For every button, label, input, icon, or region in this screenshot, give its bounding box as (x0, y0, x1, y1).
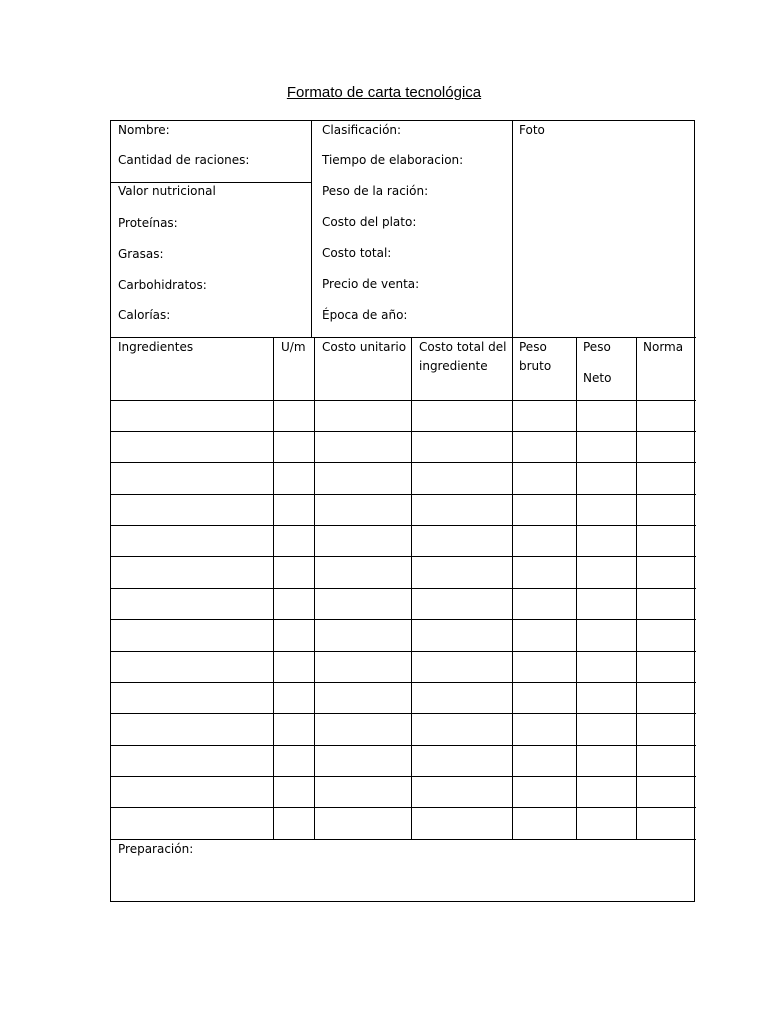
costo-plato-label: Costo del plato: (322, 215, 417, 229)
peso-racion-label: Peso de la ración: (322, 184, 429, 198)
nombre-label: Nombre: (118, 123, 170, 137)
divider-left-middle (311, 121, 312, 338)
precio-venta-label: Precio de venta: (322, 277, 420, 291)
page-title: Formato de carta tecnológica (286, 84, 482, 101)
row-divider (111, 807, 696, 808)
epoca-label: Época de año: (322, 308, 408, 322)
header-peso-bruto-line2: bruto (519, 359, 552, 373)
tiempo-label: Tiempo de elaboracion: (322, 153, 464, 167)
row-divider (111, 431, 696, 432)
valor-nutricional-label: Valor nutricional (118, 184, 216, 198)
row-divider (111, 713, 696, 714)
header-norma: Norma (643, 340, 684, 354)
header-peso-bruto-line1: Peso (519, 340, 547, 354)
preparacion-label: Preparación: (118, 842, 194, 856)
carbohidratos-label: Carbohidratos: (118, 278, 207, 292)
row-divider (111, 619, 696, 620)
row-divider (111, 462, 696, 463)
row-divider (111, 588, 696, 589)
row-divider (111, 745, 696, 746)
header-ingredientes: Ingredientes (118, 340, 194, 354)
header-peso-neto-line1: Peso (583, 340, 611, 354)
divider-preparation (111, 839, 696, 840)
raciones-label: Cantidad de raciones: (118, 153, 250, 167)
divider-middle-right (512, 121, 513, 338)
header-costo-unitario: Costo unitario (322, 340, 407, 354)
costo-total-label: Costo total: (322, 246, 392, 260)
row-divider (111, 556, 696, 557)
row-divider (111, 525, 696, 526)
tech-card-form (110, 120, 695, 902)
proteinas-label: Proteínas: (118, 216, 178, 230)
foto-label: Foto (519, 123, 545, 137)
row-divider (111, 494, 696, 495)
grasas-label: Grasas: (118, 247, 164, 261)
header-um: U/m (281, 340, 306, 354)
row-divider (111, 682, 696, 683)
header-costo-total-line2: ingrediente (419, 359, 488, 373)
row-divider (111, 776, 696, 777)
row-divider (111, 651, 696, 652)
calorias-label: Calorías: (118, 308, 171, 322)
clasificacion-label: Clasificación: (322, 123, 402, 137)
header-costo-total-line1: Costo total del (419, 340, 507, 354)
divider-top-section (111, 337, 696, 338)
header-peso-neto-line2: Neto (583, 371, 612, 385)
divider-nutrition (111, 182, 312, 183)
divider-table-header (111, 400, 696, 401)
